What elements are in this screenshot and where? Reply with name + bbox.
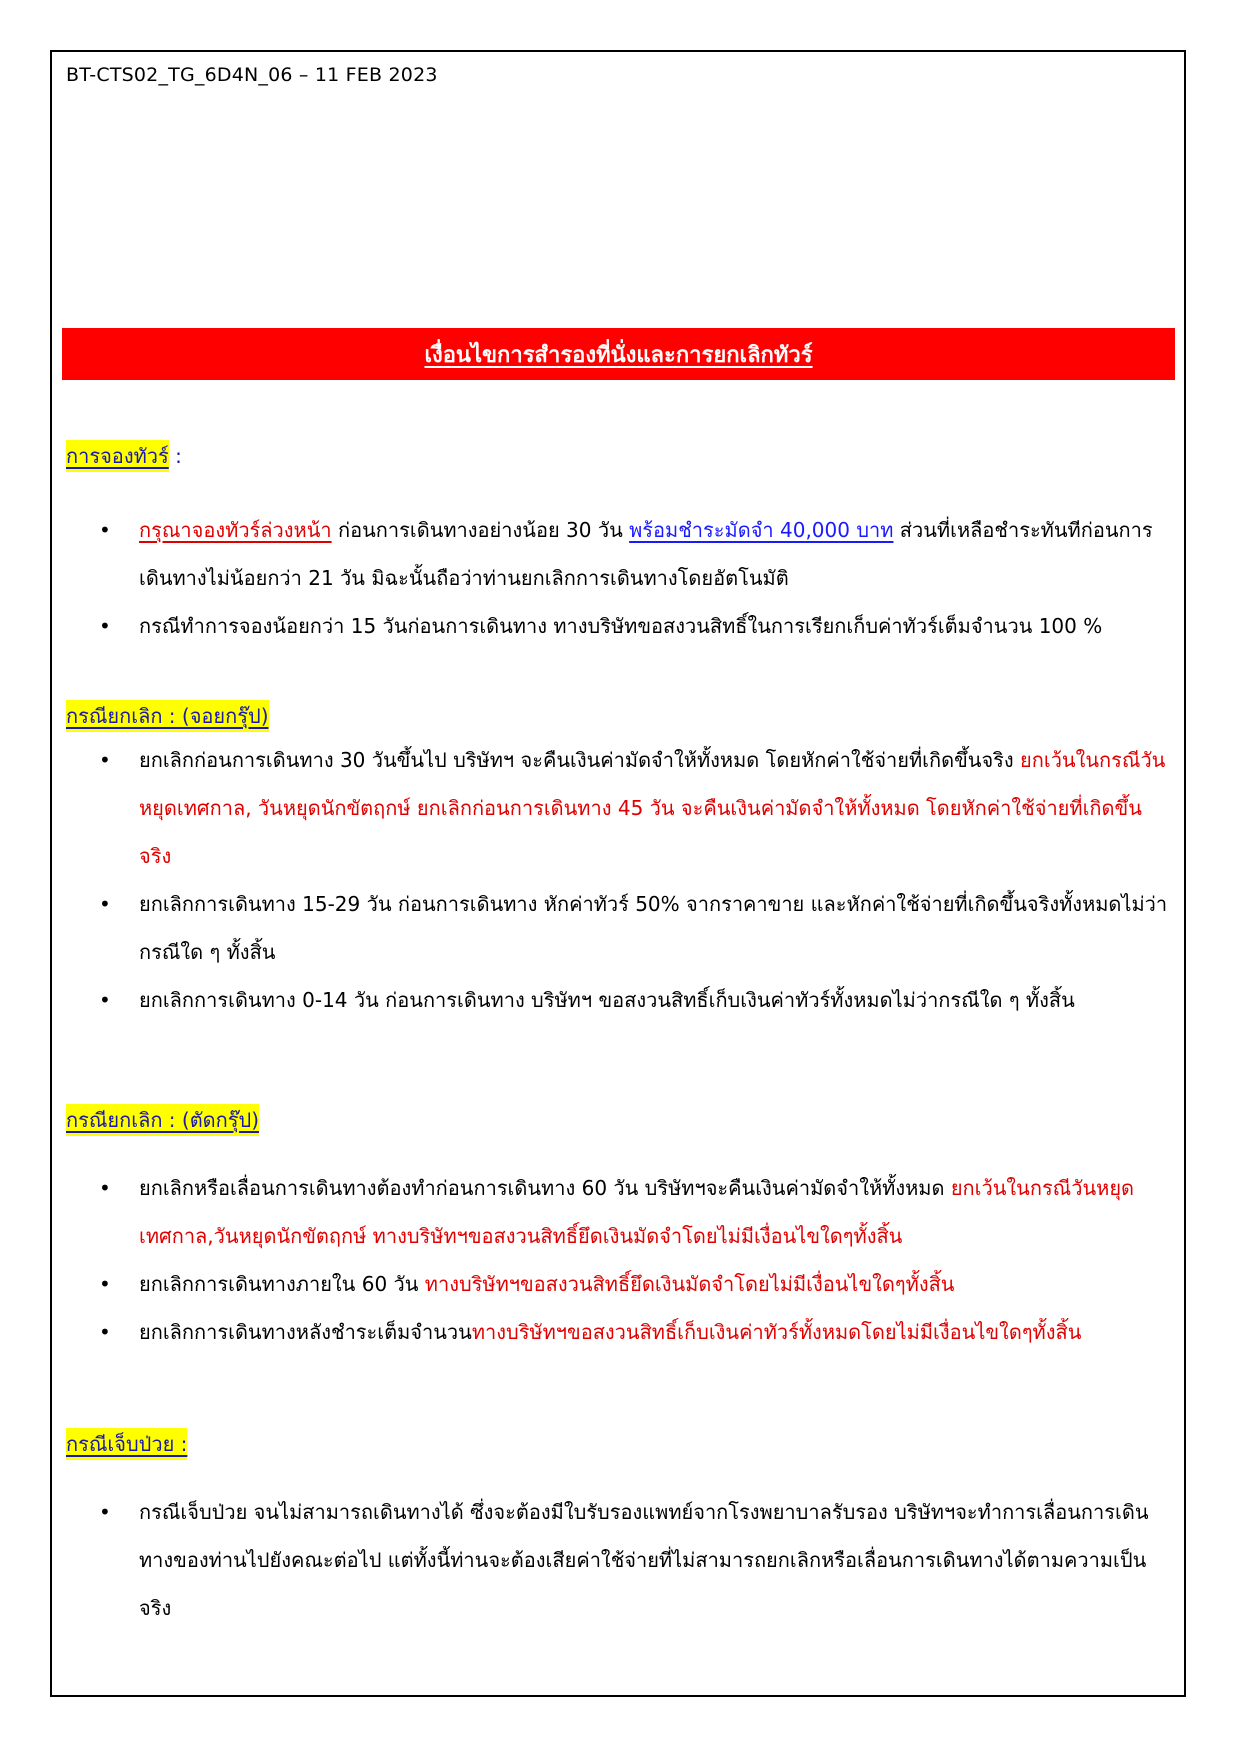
illness-heading-row xyxy=(66,1428,1176,1460)
holiday-exception: ยกเว้นในกรณีวันหยุดเทศกาล, วันหยุดนักขัตฤกษ์ ยกเลิกก่อนการเดินทาง 45 วัน จะคืนเงินค่ามัดจำให้ทั้งหมด โดยหักค่าใช้จ่ายที่เกิดขึ้นจริง xyxy=(139,748,1166,868)
deposit-forfeit-notice: ทางบริษัทฯขอสงวนสิทธิ์ยึดเงินมัดจำโดยไม่มีเงื่อนไขใดๆทั้งสิ้น xyxy=(424,1272,955,1296)
list-item: • ยกเลิกการเดินทาง 15-29 วัน ก่อนการเดินทาง หักค่าทัวร์ 50% จากราคาขาย และหักค่าใช้จ่ายที่เกิดขึ้นจริงทั้งหมดไม่ว่ากรณีใด ๆ ทั้งสิ้น xyxy=(66,880,1176,976)
title-banner xyxy=(62,328,1175,380)
document-code: BT-CTS02_TG_6D4N_06 – 11 FEB 2023 xyxy=(66,64,438,86)
cancel-join-heading: กรณียกเลิก : (จอยกรุ๊ป) xyxy=(66,700,269,732)
illness-section xyxy=(66,1428,1176,1632)
cancel-charter-section xyxy=(66,1104,1176,1356)
list-item xyxy=(66,1308,1176,1356)
list-item xyxy=(66,506,1176,602)
list-item: • ยกเลิกการเดินทาง 0-14 วัน ก่อนการเดินทาง บริษัทฯ ขอสงวนสิทธิ์เก็บเงินค่าทัวร์ทั้งหมดไม่ว่ากรณีใด ๆ ทั้งสิ้น xyxy=(66,976,1176,1024)
list-item xyxy=(66,736,1176,880)
cancel-join-list xyxy=(66,736,1176,1024)
list-item xyxy=(66,1164,1176,1260)
cancel-text: ยกเลิกการเดินทางหลังชำระเต็มจำนวน xyxy=(139,1320,472,1344)
cancel-join-section xyxy=(66,700,1176,1024)
cancel-join-heading-row xyxy=(66,700,1176,732)
cancel-charter-heading-row xyxy=(66,1104,1176,1136)
booking-heading-row xyxy=(66,440,1176,472)
full-charge-notice: ทางบริษัทฯขอสงวนสิทธิ์เก็บเงินค่าทัวร์ทั้งหมดโดยไม่มีเงื่อนไขใดๆทั้งสิ้น xyxy=(471,1320,1082,1344)
cancel-text: ยกเลิกก่อนการเดินทาง 30 วันขึ้นไป บริษัทฯ จะคืนเงินค่ามัดจำให้ทั้งหมด โดยหักค่าใช้จ่ายที่เกิดขึ้นจริง xyxy=(139,748,1021,772)
booking-heading-suffix: : xyxy=(168,444,182,468)
cancel-charter-list xyxy=(66,1164,1176,1356)
booking-text: ส่วนที่เหลือชำระทันทีก่อนการเดินทางไม่น้อยกว่า 21 วัน มิฉะนั้นถือว่าท่านยกเลิกการเดินทางโดยอัตโนมัติ xyxy=(139,518,1153,590)
cancel-text: ยกเลิกหรือเลื่อนการเดินทางต้องทำก่อนการเดินทาง 60 วัน บริษัทฯจะคืนเงินค่ามัดจำให้ทั้งหมด xyxy=(139,1176,951,1200)
advance-booking-notice: กรุณาจองทัวร์ล่วงหน้า xyxy=(139,518,332,542)
list-item xyxy=(66,1260,1176,1308)
deposit-notice: พร้อมชำระมัดจำ 40,000 บาท xyxy=(629,518,894,542)
illness-heading: กรณีเจ็บป่วย : xyxy=(66,1428,187,1460)
list-item: • กรณีทำการจองน้อยกว่า 15 วันก่อนการเดินทาง ทางบริษัทขอสงวนสิทธิ์ในการเรียกเก็บค่าทัวร์เต็มจำนวน 100 % xyxy=(66,602,1176,650)
illness-list xyxy=(66,1488,1176,1632)
booking-list xyxy=(66,506,1176,650)
cancel-charter-heading: กรณียกเลิก : (ตัดกรุ๊ป) xyxy=(66,1104,259,1136)
booking-text: ก่อนการเดินทางอย่างน้อย 30 วัน xyxy=(331,518,630,542)
list-item: • กรณีเจ็บป่วย จนไม่สามารถเดินทางได้ ซึ่งจะต้องมีใบรับรองแพทย์จากโรงพยาบาลรับรอง บริษัทฯจะทำการเลื่อนการเดินทางของท่านไปยังคณะต่อไป แต่ทั้งนี้ท่านจะต้องเสียค่าใช้จ่ายที่ไม่สามารถยกเลิกหรือเลื่อนการเดินทางได้ตามความเป็นจริง xyxy=(66,1488,1176,1632)
booking-section xyxy=(66,440,1176,650)
cancel-text: ยกเลิกการเดินทางภายใน 60 วัน xyxy=(139,1272,425,1296)
booking-heading: การจองทัวร์ xyxy=(66,440,169,472)
page-title: เงื่อนไขการสำรองที่นั่งและการยกเลิกทัวร์ xyxy=(424,342,813,368)
holiday-exception: ยกเว้นในกรณีวันหยุดเทศกาล,วันหยุดนักขัตฤกษ์ ทางบริษัทฯขอสงวนสิทธิ์ยึดเงินมัดจำโดยไม่มีเงื่อนไขใดๆทั้งสิ้น xyxy=(139,1176,1135,1248)
